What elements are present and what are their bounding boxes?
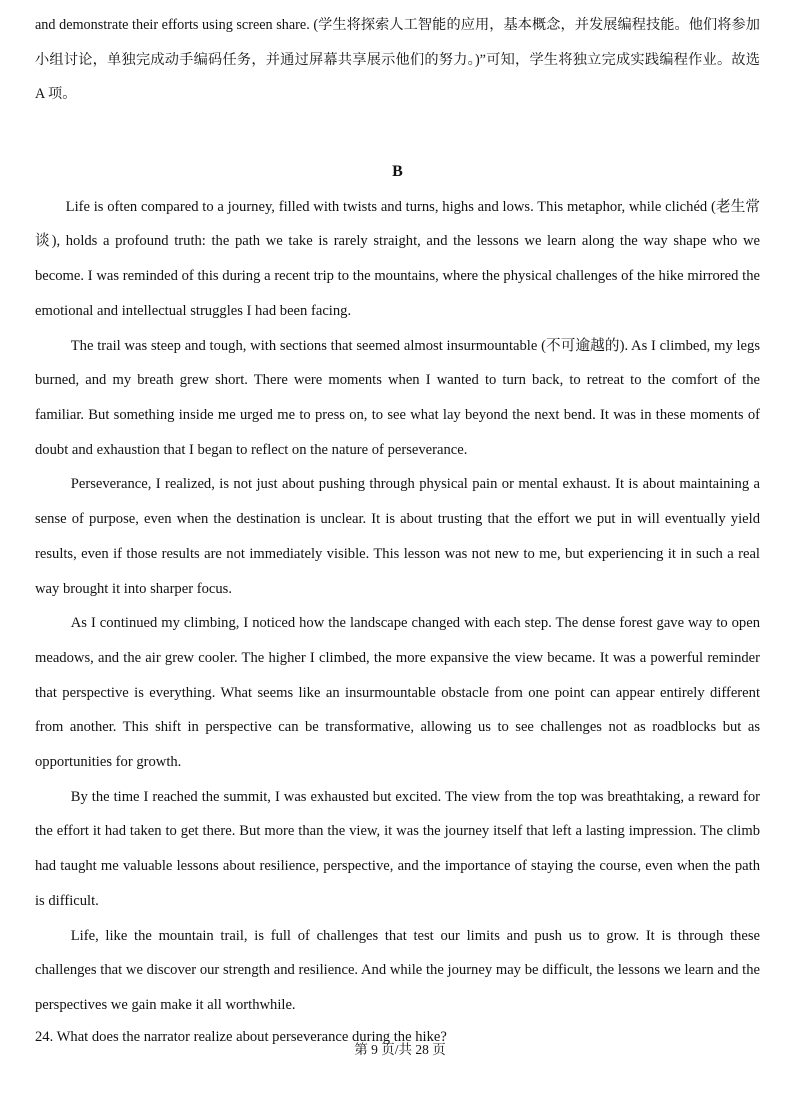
intro-paragraph: and demonstrate their efforts using screen share. (学生将探索人工智能的应用，基本概念，并发展编程技能。他们将参加小组讨论，单独完成动手编码任务，并通过屏幕共享展示他们的努力。)”可知，学生将独立完成实践编程作业。故选 A 项。	[35, 17, 760, 103]
passage-paragraph-5: By the time I reached the summit, I was exhausted but excited. The view from the top was breathtaking, a reward for the effort it had taken to get there. But more than the view, it was the journey itself that left a lasting impression. The climb had taught me valuable lessons about resilience, perspective, and the importance of staying the course, even when the path is difficult.	[35, 788, 760, 909]
passage-paragraph-3: Perseverance, I realized, is not just about pushing through physical pain or mental exhaust. It is about maintaining a sense of purpose, even when the destination is unclear. It is about trusting that the effort we put in will eventually yield results, even if those results are not immediately visible. This lesson was not new to me, but experiencing it in such a real way brought it into sharper focus.	[35, 476, 760, 597]
page-number-footer: 第 9 页/共 28 页	[354, 1042, 446, 1057]
passage-paragraph-2: The trail was steep and tough, with sections that seemed almost insurmountable (不可逾越的). As I climbed, my legs burned, and my breath grew short. There were moments when I wanted to turn back, to retreat to the comfort of the familiar. But something inside me urged me to press on, to see what lay beyond the next bend. It was in these moments of doubt and exhaustion that I began to reflect on the nature of perseverance.	[35, 337, 760, 458]
question-24: 24. What does the narrator realize about perseverance during the hike?	[35, 1028, 447, 1045]
section-title: B	[392, 162, 403, 180]
passage-paragraph-4: As I continued my climbing, I noticed how the landscape changed with each step. The dense forest gave way to open meadows, and the air grew cooler. The higher I climbed, the more expansive the view became. It was a powerful reminder that perspective is everything. What seems like an insurmountable obstacle from one point can appear entirely different from another. This shift in perspective can be transformative, allowing us to see challenges not as roadblocks but as opportunities for growth.	[35, 615, 760, 771]
passage-paragraph-6: Life, like the mountain trail, is full of challenges that test our limits and push us to grow. It is through these challenges that we discover our strength and resilience. And while the journey may be difficult, the lessons we learn and the perspectives we gain make it all worthwhile.	[35, 927, 760, 1013]
document-page	[35, 0, 760, 1052]
passage-paragraph-1: Life is often compared to a journey, filled with twists and turns, highs and lows. This metaphor, while clichéd (老生常谈), holds a profound truth: the path we take is rarely straight, and the lessons we learn along the way shape who we become. I was reminded of this during a recent trip to the mountains, where the physical challenges of the hike mirrored the emotional and intellectual struggles I had been facing.	[35, 198, 760, 319]
